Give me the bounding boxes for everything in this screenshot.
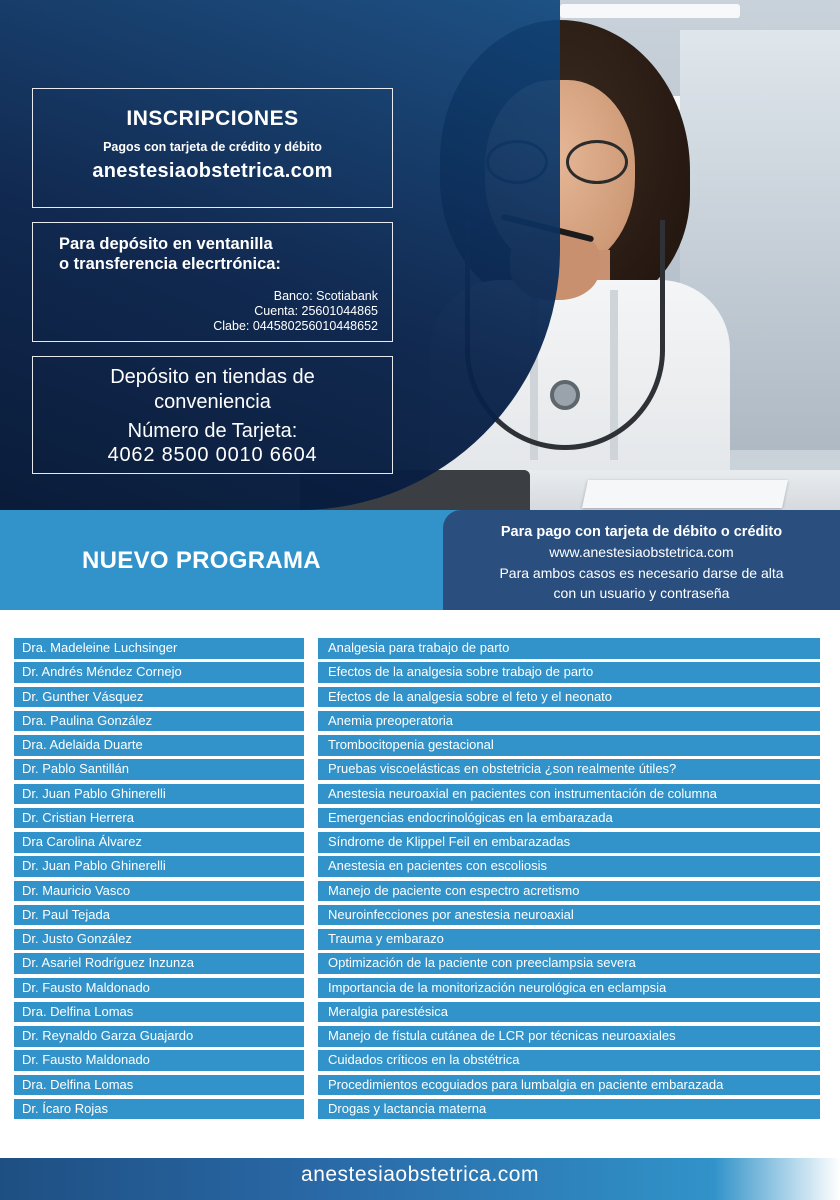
table-row xyxy=(14,1002,820,1026)
topic-cell: Cuidados críticos en la obstétrica xyxy=(318,1050,820,1071)
topic-cell: Anestesia en pacientes con escoliosis xyxy=(318,856,820,877)
topic-cell: Efectos de la analgesia sobre el feto y el neonato xyxy=(318,687,820,708)
hero-photo xyxy=(0,0,840,510)
table-row xyxy=(14,978,820,1002)
speaker-cell: Dra. Paulina González xyxy=(14,711,304,732)
inscripciones-subtitle: Pagos con tarjeta de crédito y débito xyxy=(103,140,322,154)
topic-cell: Optimización de la paciente con preeclampsia severa xyxy=(318,953,820,974)
speaker-cell: Dr. Paul Tejada xyxy=(14,905,304,926)
table-row xyxy=(14,905,820,929)
topic-cell: Emergencias endocrinológicas en la embarazada xyxy=(318,808,820,829)
table-row xyxy=(14,711,820,735)
topic-cell: Meralgia parestésica xyxy=(318,1002,820,1023)
stethoscope-head-icon xyxy=(550,380,580,410)
topic-cell: Procedimientos ecoguiados para lumbalgia en paciente embarazada xyxy=(318,1075,820,1096)
topic-cell: Analgesia para trabajo de parto xyxy=(318,638,820,659)
topic-cell: Pruebas viscoelásticas en obstetricia ¿son realmente útiles? xyxy=(318,759,820,780)
inscripciones-title: INSCRIPCIONES xyxy=(126,107,299,130)
speaker-cell: Dr. Pablo Santillán xyxy=(14,759,304,780)
table-row xyxy=(14,759,820,783)
speaker-cell: Dr. Mauricio Vasco xyxy=(14,881,304,902)
bank-name: Banco: Scotiabank xyxy=(273,289,378,303)
topic-cell: Manejo de fístula cutánea de LCR por técnicas neuroaxiales xyxy=(318,1026,820,1047)
bank-details xyxy=(213,289,378,334)
table-row xyxy=(14,929,820,953)
deposito-heading-line1: Para depósito en ventanilla xyxy=(59,235,273,253)
table-row xyxy=(14,881,820,905)
payment-note-line1: Para ambos casos es necesario darse de alta xyxy=(499,565,784,581)
deposito-heading-line2: o transferencia elecrtrónica: xyxy=(59,255,281,273)
clipboard-paper xyxy=(582,480,788,508)
speaker-cell: Dr. Andrés Méndez Cornejo xyxy=(14,662,304,683)
table-row xyxy=(14,662,820,686)
table-row xyxy=(14,784,820,808)
topic-cell: Anemia preoperatoria xyxy=(318,711,820,732)
ceiling-light xyxy=(560,4,740,18)
program-title: NUEVO PROGRAMA xyxy=(82,547,321,574)
topic-cell: Neuroinfecciones por anestesia neuroaxial xyxy=(318,905,820,926)
table-row xyxy=(14,808,820,832)
topic-cell: Anestesia neuroaxial en pacientes con instrumentación de columna xyxy=(318,784,820,805)
topic-cell: Trauma y embarazo xyxy=(318,929,820,950)
speaker-cell: Dr. Fausto Maldonado xyxy=(14,978,304,999)
speaker-cell: Dr. Gunther Vásquez xyxy=(14,687,304,708)
payment-url-link[interactable]: www.anestesiaobstetrica.com xyxy=(549,544,734,560)
program-table xyxy=(14,638,820,1123)
table-row xyxy=(14,638,820,662)
table-row xyxy=(14,953,820,977)
speaker-cell: Dra. Adelaida Duarte xyxy=(14,735,304,756)
topic-cell: Importancia de la monitorización neurológica en eclampsia xyxy=(318,978,820,999)
speaker-cell: Dr. Juan Pablo Ghinerelli xyxy=(14,784,304,805)
table-row xyxy=(14,1075,820,1099)
table-row xyxy=(14,832,820,856)
speaker-cell: Dr. Fausto Maldonado xyxy=(14,1050,304,1071)
speaker-cell: Dr. Reynaldo Garza Guajardo xyxy=(14,1026,304,1047)
table-row xyxy=(14,687,820,711)
bank-account: Cuenta: 25601044865 xyxy=(254,304,378,318)
tiendas-card-number: 4062 8500 0010 6604 xyxy=(107,444,318,466)
topic-cell: Drogas y lactancia materna xyxy=(318,1099,820,1120)
deposito-box xyxy=(32,222,393,342)
table-row xyxy=(14,856,820,880)
table-row xyxy=(14,735,820,759)
speaker-cell: Dra. Madeleine Luchsinger xyxy=(14,638,304,659)
speaker-cell: Dr. Cristian Herrera xyxy=(14,808,304,829)
tiendas-line1: Depósito en tiendas de xyxy=(110,366,315,388)
topic-cell: Manejo de paciente con espectro acretismo xyxy=(318,881,820,902)
speaker-cell: Dra. Delfina Lomas xyxy=(14,1002,304,1023)
speaker-cell: Dra Carolina Álvarez xyxy=(14,832,304,853)
speaker-cell: Dr. Asariel Rodríguez Inzunza xyxy=(14,953,304,974)
payment-note-line2: con un usuario y contraseña xyxy=(553,585,730,601)
tiendas-box xyxy=(32,356,393,474)
deposito-heading xyxy=(59,234,392,274)
topic-cell: Trombocitopenia gestacional xyxy=(318,735,820,756)
table-row xyxy=(14,1050,820,1074)
payment-title: Para pago con tarjeta de débito o crédito xyxy=(500,524,783,540)
footer-bar xyxy=(0,1158,840,1200)
tiendas-line2: conveniencia xyxy=(154,391,271,413)
speaker-cell: Dr. Ícaro Rojas xyxy=(14,1099,304,1120)
table-row xyxy=(14,1026,820,1050)
speaker-cell: Dra. Delfina Lomas xyxy=(14,1075,304,1096)
inscripciones-website-link[interactable]: anestesiaobstetrica.com xyxy=(92,160,333,182)
topic-cell: Síndrome de Klippel Feil en embarazadas xyxy=(318,832,820,853)
footer-website-link[interactable]: anestesiaobstetrica.com xyxy=(301,1163,539,1186)
payment-info-block xyxy=(443,510,840,610)
inscripciones-box xyxy=(32,88,393,208)
speaker-cell: Dr. Juan Pablo Ghinerelli xyxy=(14,856,304,877)
topic-cell: Efectos de la analgesia sobre trabajo de parto xyxy=(318,662,820,683)
tiendas-card-label: Número de Tarjeta: xyxy=(127,420,298,442)
bank-clabe: Clabe: 044580256010448652 xyxy=(213,319,378,333)
speaker-cell: Dr. Justo González xyxy=(14,929,304,950)
table-row xyxy=(14,1099,820,1123)
